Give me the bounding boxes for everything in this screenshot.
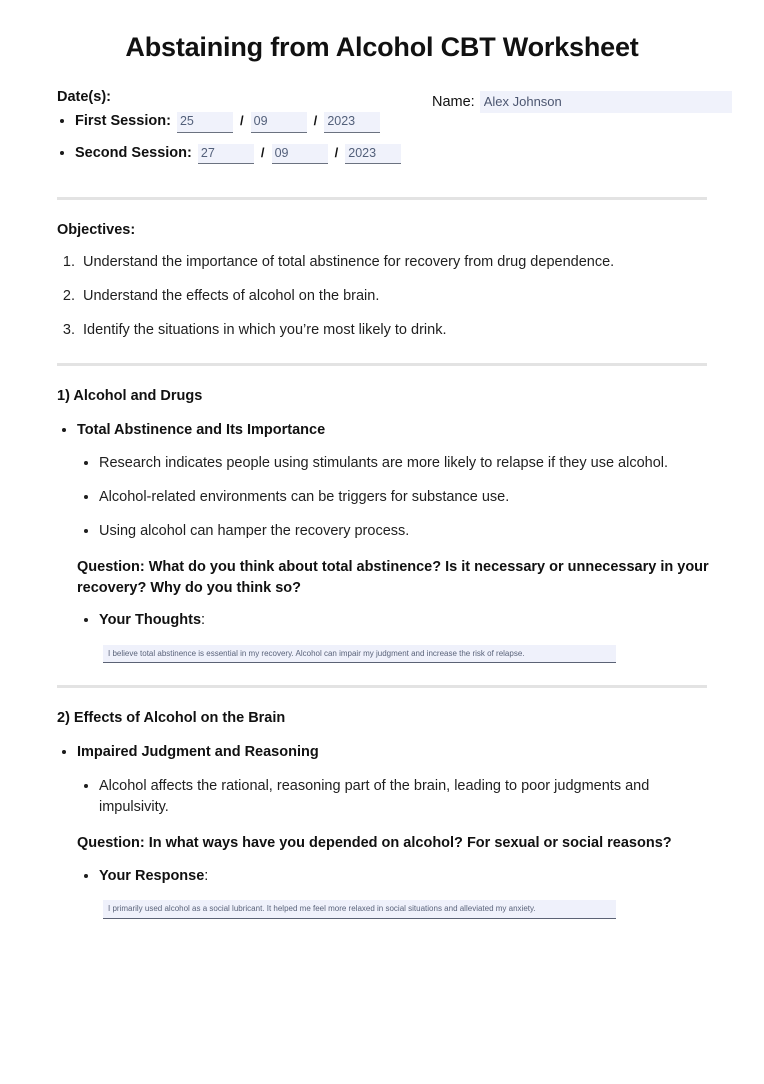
second-session-day-input[interactable]	[198, 144, 254, 165]
first-session-label: First Session	[75, 113, 167, 130]
name-label: Name:	[432, 94, 475, 111]
divider-3	[57, 685, 707, 688]
section-1-answer-wrap	[103, 645, 716, 663]
section-2-topic: • Impaired Judgment and Reasoning	[77, 744, 319, 761]
section-1-question: Question: What do you think about total abstinence? Is it necessary or unnecessary in your recovery? Why do you think so?	[77, 559, 709, 596]
list-item-first-session	[75, 111, 432, 133]
first-session-year-input[interactable]	[324, 112, 380, 133]
section-1-points	[77, 453, 732, 541]
second-session-date-group	[196, 145, 403, 161]
dates-label: Date(s):	[57, 89, 111, 106]
session-list	[57, 111, 432, 165]
first-session-date-group	[175, 113, 382, 129]
name-column	[432, 89, 732, 113]
section-2-title: 2) Effects of Alcohol on the Brain	[57, 710, 286, 727]
second-session-separator-1: /	[260, 144, 265, 160]
divider-2	[57, 363, 707, 366]
list-item: 1. Understand the importance of total abstinence for recovery from drug dependence.	[79, 252, 732, 273]
second-session-label: Second Session	[75, 144, 188, 161]
objectives-list	[57, 252, 732, 341]
section-2-answer-colon: :	[204, 867, 209, 884]
section-alcohol-and-drugs	[32, 388, 732, 664]
section-1-topic: • Total Abstinence and Its Importance	[77, 421, 326, 438]
second-session-year-input[interactable]	[345, 144, 401, 165]
list-item-second-session	[75, 143, 432, 165]
dates-column	[32, 89, 432, 175]
list-item: 3. Identify the situations in which you’re most likely to drink.	[79, 320, 732, 341]
list-item: • Using alcohol can hamper the recovery process.	[99, 521, 732, 542]
first-session-month-input[interactable]	[251, 112, 307, 133]
list-item: • Alcohol-related environments can be triggers for substance use.	[99, 487, 732, 508]
first-session-colon: :	[166, 113, 171, 130]
section-2-answer-wrap	[103, 900, 716, 918]
section-2-question: Question: In what ways have you depended on alcohol? For sexual or social reasons?	[77, 835, 672, 852]
second-session-separator-2: /	[334, 144, 339, 160]
section-1-answer-list	[77, 610, 732, 663]
list-item	[77, 420, 732, 664]
section-2-answer-input[interactable]	[103, 900, 616, 918]
list-item	[99, 610, 732, 663]
first-session-separator-1: /	[239, 113, 244, 129]
first-session-separator-2: /	[313, 113, 318, 129]
list-item: 2. Understand the effects of alcohol on the brain.	[79, 286, 732, 307]
objectives-section	[32, 222, 732, 341]
section-2-answer-list	[77, 866, 732, 919]
section-2-answer-label	[99, 868, 208, 884]
second-session-month-input[interactable]	[272, 144, 328, 165]
section-effects-on-brain	[32, 710, 732, 918]
section-2-answer-label-text: Your Response	[99, 867, 205, 884]
section-2-topic-list	[57, 742, 732, 918]
header-row	[32, 89, 732, 175]
objectives-heading: Objectives:	[57, 221, 136, 238]
list-item: • Research indicates people using stimulants are more likely to relapse if they use alcohol.	[99, 453, 732, 474]
section-2-points	[77, 776, 732, 817]
list-item: • Alcohol affects the rational, reasoning part of the brain, leading to poor judgments and impulsivity.	[99, 776, 732, 817]
page-title: Abstaining from Alcohol CBT Worksheet	[125, 32, 639, 62]
name-input[interactable]	[480, 91, 732, 113]
first-session-day-input[interactable]	[177, 112, 233, 133]
section-1-answer-colon: :	[201, 612, 206, 629]
section-1-answer-label	[99, 612, 205, 628]
list-item	[77, 742, 732, 918]
section-1-topic-list	[57, 420, 732, 664]
divider-1	[57, 197, 707, 200]
list-item	[99, 866, 732, 919]
section-1-answer-input[interactable]	[103, 645, 616, 663]
section-1-title: 1) Alcohol and Drugs	[57, 387, 203, 404]
second-session-colon: :	[187, 144, 192, 161]
section-1-answer-label-text: Your Thoughts	[99, 612, 202, 629]
